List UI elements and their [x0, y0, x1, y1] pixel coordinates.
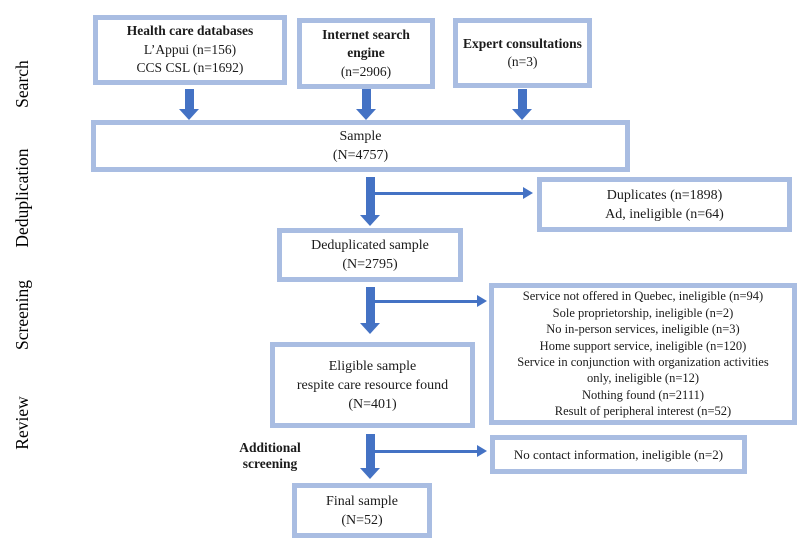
branch-arrow-nocontact-head: [477, 445, 487, 457]
box-expert-consultations: [453, 18, 592, 88]
box-line: only, ineligible (n=12): [586, 371, 700, 386]
down-arrow-healthcare-to-sample: [179, 89, 199, 120]
down-arrow-expert-to-sample: [512, 89, 532, 120]
box-line: Sample: [339, 129, 382, 144]
branch-arrow-duplicates-head: [523, 187, 533, 199]
box-no-contact: [490, 435, 747, 474]
box-line: Ad, ineligible (n=64): [605, 206, 724, 222]
stage-label-screening: Screening: [12, 280, 32, 350]
box-line: (N=4757): [332, 148, 389, 163]
box-deduplicated-sample: [277, 228, 463, 282]
branch-arrow-screening-head: [477, 295, 487, 307]
box-line: (n=2906): [340, 63, 392, 79]
stage-label-search: Search: [12, 60, 32, 108]
box-line: (N=52): [341, 512, 383, 528]
box-line: (N=401): [348, 396, 397, 412]
box-eligible-sample: [270, 342, 475, 428]
box-line: Sole proprietorship, ineligible (n=2): [552, 305, 734, 320]
box-line: (N=2795): [342, 257, 398, 272]
box-health-care-databases: [93, 15, 287, 85]
box-screening-exclusions: [489, 283, 797, 425]
down-arrow-internet-to-sample: [356, 89, 376, 120]
box-line: Result of peripheral interest (n=52): [554, 404, 732, 419]
box-line: No in-person services, ineligible (n=3): [546, 322, 740, 337]
down-arrow-deduplicated-to-eligible: [360, 287, 380, 334]
box-title: Health care databases: [126, 23, 254, 39]
label-line: screening: [242, 455, 298, 471]
branch-arrow-screening-line: [374, 300, 477, 303]
box-line: No contact information, ineligible (n=2): [513, 447, 724, 462]
down-arrow-sample-to-deduplicated: [360, 177, 380, 226]
box-line: Deduplicated sample: [311, 238, 429, 253]
box-line: (n=3): [507, 54, 538, 69]
box-line: Eligible sample: [328, 358, 417, 374]
box-line: Duplicates (n=1898): [606, 187, 723, 203]
branch-arrow-nocontact-line: [374, 450, 477, 453]
box-line: Home support service, ineligible (n=120): [539, 338, 747, 353]
stage-label-deduplication: Deduplication: [12, 148, 32, 248]
branch-arrow-duplicates-line: [374, 192, 523, 195]
box-line: Service in conjunction with organization activities: [517, 355, 769, 369]
box-line: Nothing found (n=2111): [581, 387, 705, 402]
down-arrow-eligible-to-final: [360, 434, 380, 479]
box-line: respite care resource found: [296, 377, 449, 393]
box-title: Internet search engine: [322, 26, 410, 61]
box-title: Expert consultations: [463, 35, 582, 51]
box-sample: [91, 120, 630, 172]
box-line: Final sample: [326, 493, 398, 509]
stage-label-review: Review: [12, 396, 32, 450]
box-line: CCS CSL (n=1692): [136, 60, 244, 76]
box-final-sample: [292, 483, 432, 538]
box-line: Service not offered in Quebec, ineligible (n=94): [522, 289, 764, 304]
label-additional-screening: [222, 440, 318, 471]
box-line: L’Appui (n=156): [143, 41, 237, 57]
box-internet-search-engine: [297, 18, 435, 89]
label-line: Additional: [239, 440, 301, 455]
box-duplicates: [537, 177, 792, 232]
